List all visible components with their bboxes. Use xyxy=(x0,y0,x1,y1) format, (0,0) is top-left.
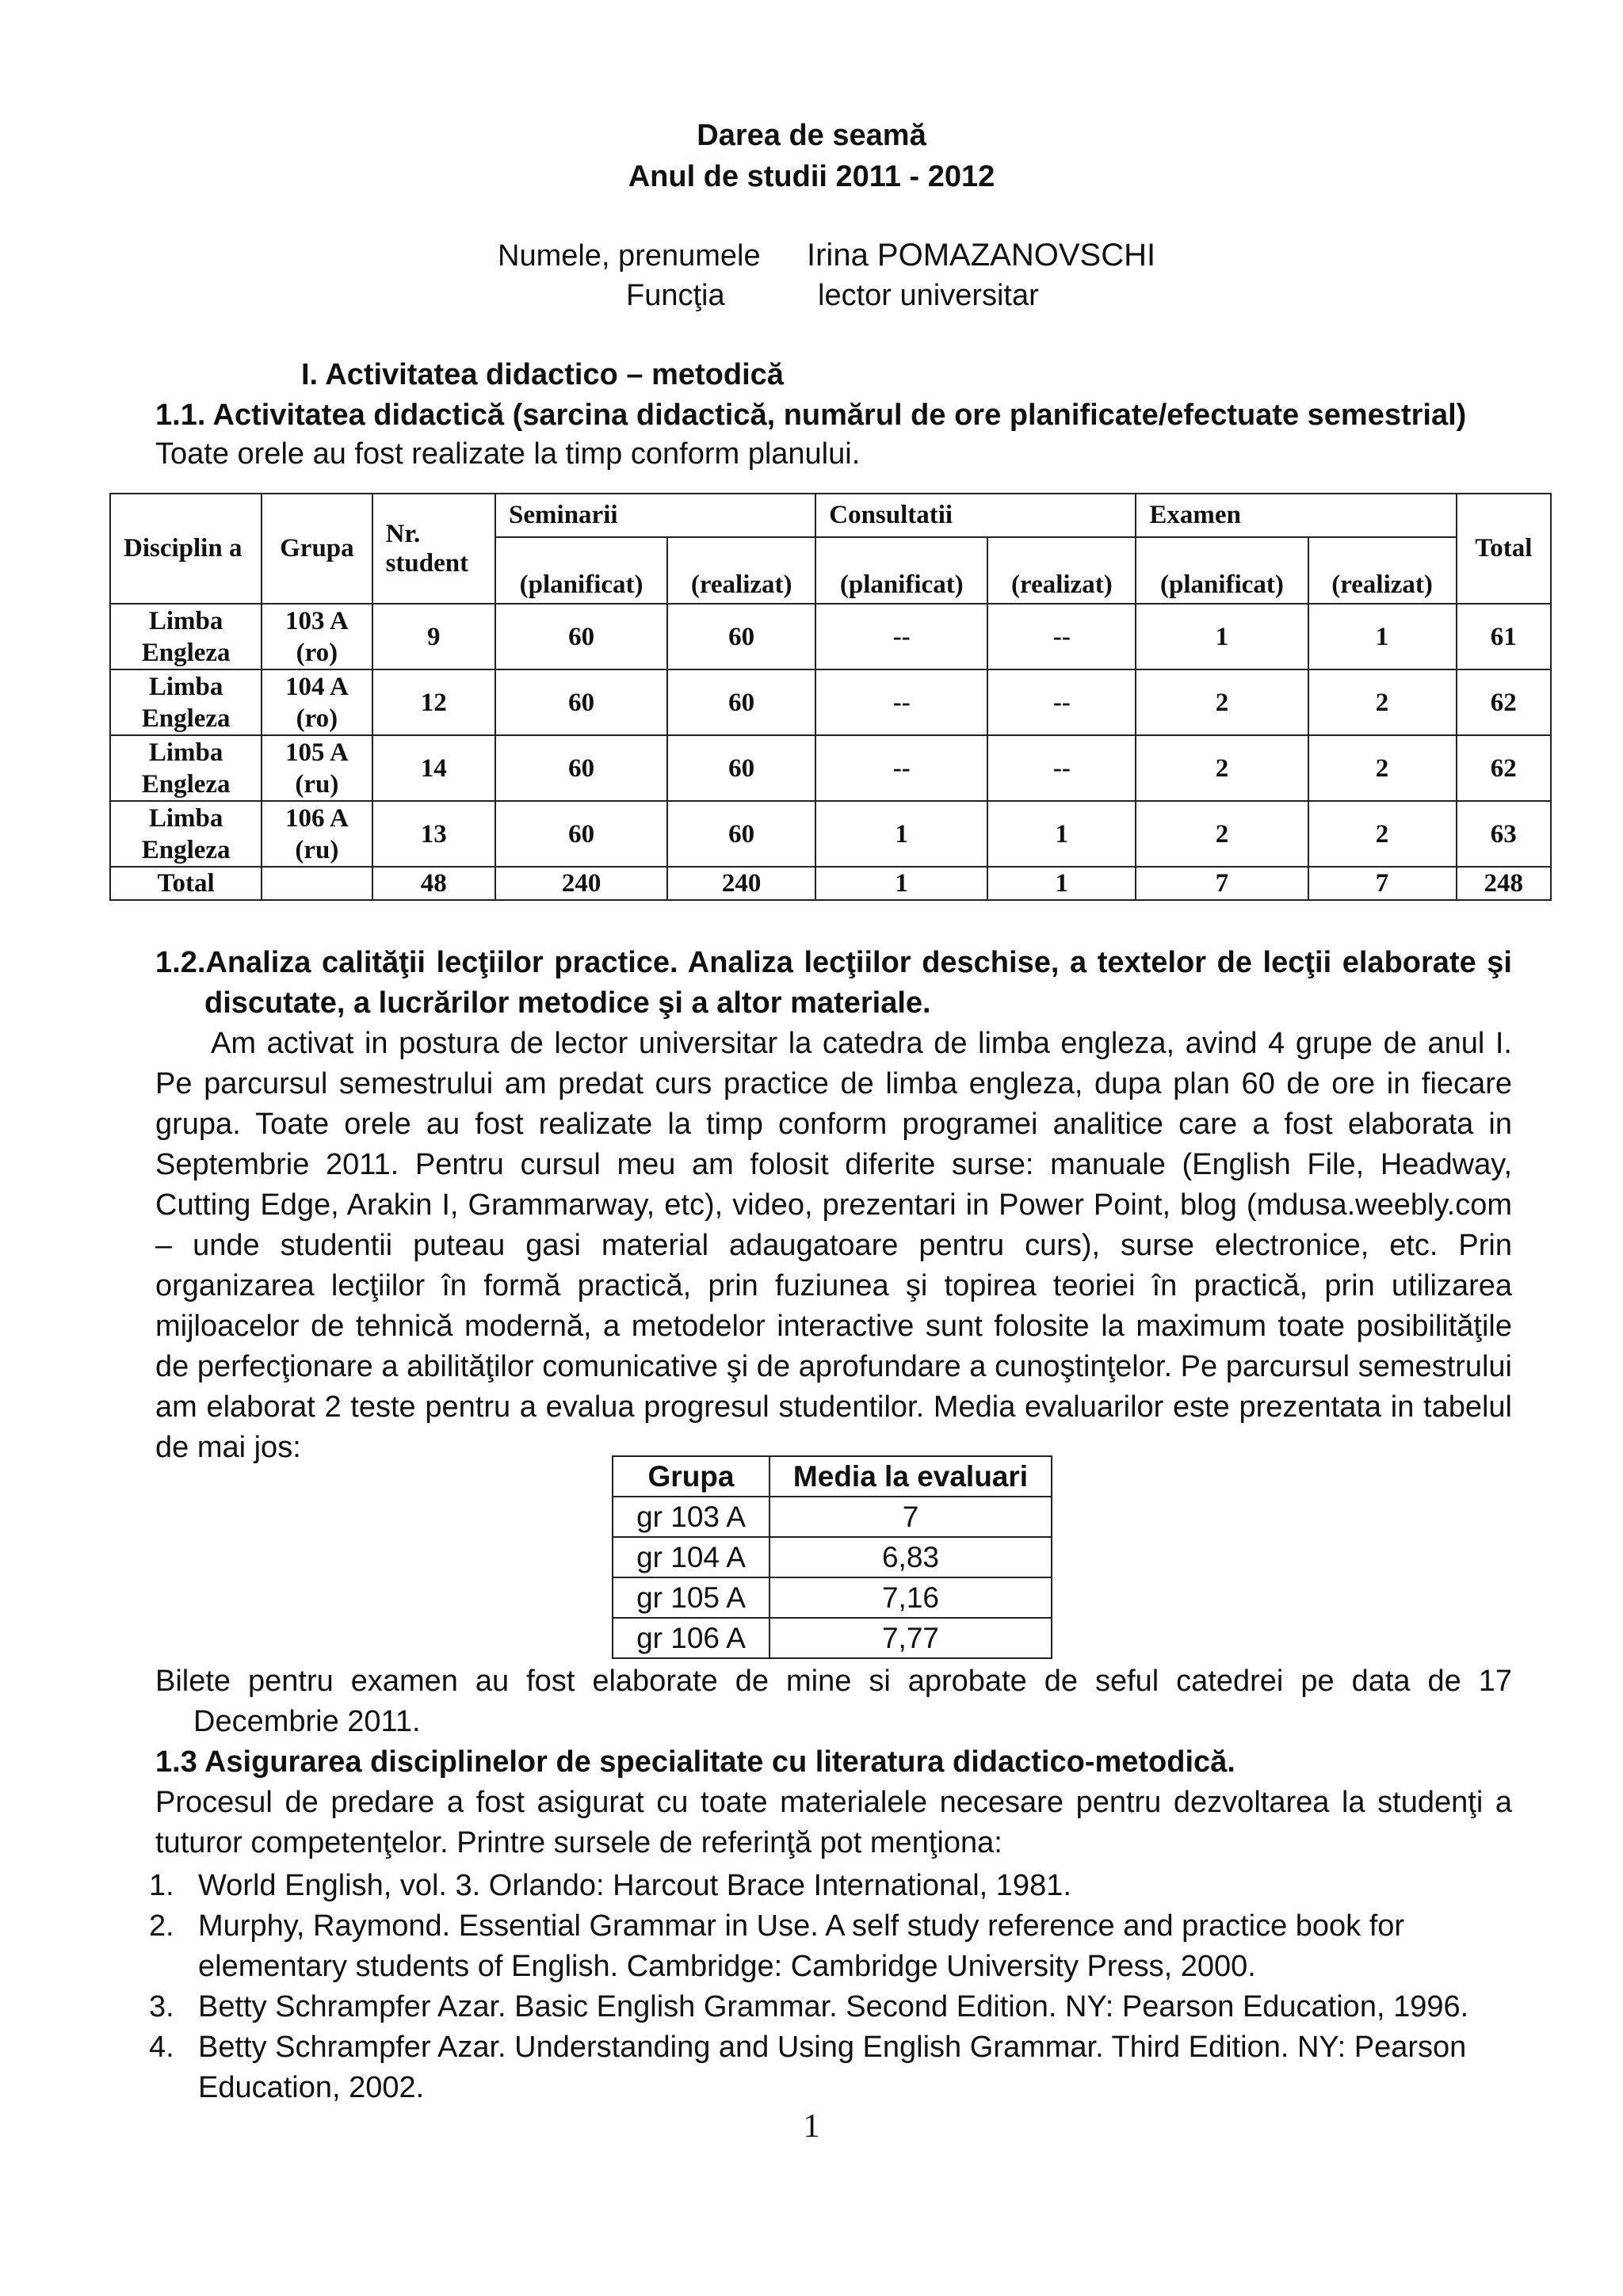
sub-header-sem-realizat: (realizat) xyxy=(667,537,815,604)
cell-ex-p: 2 xyxy=(1136,669,1308,735)
cell-con-r: 1 xyxy=(987,801,1136,867)
eval-cell-media: 7,16 xyxy=(769,1577,1052,1618)
table-row xyxy=(613,1537,1052,1577)
cell-disciplina: Limba Engleza xyxy=(110,735,262,801)
table-row xyxy=(613,1497,1052,1537)
table-row xyxy=(110,735,1551,801)
cell-total-con-r: 1 xyxy=(987,867,1136,900)
cell-disciplina: Limba Engleza xyxy=(110,669,262,735)
reference-text: World English, vol. 3. Orlando: Harcout Brace International, 1981. xyxy=(198,1869,1071,1902)
list-item xyxy=(149,1866,1514,1906)
evaluation-table xyxy=(612,1455,1052,1659)
cell-ex-p: 1 xyxy=(1136,604,1308,669)
col-header-examen: Examen xyxy=(1136,494,1456,537)
role-value: lector universitar xyxy=(818,279,1039,312)
cell-sem-r: 60 xyxy=(667,735,815,801)
list-item xyxy=(149,1987,1514,2027)
cell-con-r: -- xyxy=(987,735,1136,801)
cell-grupa: 106 A (ru) xyxy=(262,801,372,867)
reference-number: 1. xyxy=(149,1869,174,1902)
eval-header-row xyxy=(613,1456,1052,1497)
page-number: 1 xyxy=(803,2108,820,2145)
col-header-total: Total xyxy=(1457,494,1551,604)
cell-total-sem-p: 240 xyxy=(495,867,667,900)
cell-con-r: -- xyxy=(987,604,1136,669)
cell-ex-r: 2 xyxy=(1308,735,1457,801)
list-item xyxy=(149,2027,1514,2108)
col-header-consultatii: Consultatii xyxy=(815,494,1136,537)
cell-nr: 12 xyxy=(372,669,495,735)
eval-cell-grupa: gr 105 A xyxy=(613,1577,769,1618)
document-title: Darea de seamă xyxy=(697,119,926,152)
cell-con-p: -- xyxy=(815,669,987,735)
col-header-nr-student: Nr. student xyxy=(372,494,495,604)
role-label: Funcţia xyxy=(626,279,725,312)
name-value: Irina POMAZANOVSCHI xyxy=(807,238,1156,273)
reference-text: Murphy, Raymond. Essential Grammar in Use. A self study reference and practice book for elementary students of English. Cambridge: Cambridge University Press, 2000. xyxy=(198,1909,1405,1983)
section-1-2-paragraph: Am activat in postura de lector universitar la catedra de limba engleza, avind 4 grupe de anul I. Pe parcursul semestrului am predat curs practice de limba engleza, dupa plan 60 de ore in fiecare grupa. Toate orele au fost realizate la timp conform programei analitice care a fost elaborata in Septembrie 2011. Pentru cursul meu am folosit diferite surse: manuale (English File, Headway, Cutting Edge, Arakin I, Grammarway, etc), video, prezentari in Power Point, blog (mdusa.weebly.com – unde studentii puteau gasi material adaugatoare pentru curs), surse electronice, etc. Prin organizarea lecţiilor în formă practică, prin fuziunea şi topirea teoriei în practică, prin utilizarea mijloacelor de tehnică modernă, a metodelor interactive sunt folosite la maximum toate posibilităţile de perfecţionare a abilităţilor comunicative şi de aprofundare a cunoştinţelor. Pe parcursul semestrului am elaborat 2 teste pentru a evalua progresul studentilor. Media evaluarilor este prezentata in tabelul de mai jos: xyxy=(155,1027,1512,1464)
cell-nr: 9 xyxy=(372,604,495,669)
section-1-title: I. Activitatea didactico – metodică xyxy=(301,358,784,391)
cell-total: 61 xyxy=(1457,604,1551,669)
cell-total: 62 xyxy=(1457,669,1551,735)
reference-list xyxy=(149,1866,1514,2108)
cell-ex-p: 2 xyxy=(1136,735,1308,801)
eval-header-grupa: Grupa xyxy=(613,1456,769,1497)
list-item xyxy=(149,1906,1514,1987)
eval-cell-grupa: gr 104 A xyxy=(613,1537,769,1577)
cell-disciplina: Limba Engleza xyxy=(110,801,262,867)
sub-header-con-realizat: (realizat) xyxy=(987,537,1136,604)
name-label: Numele, prenumele xyxy=(498,239,761,273)
cell-con-p: -- xyxy=(815,735,987,801)
cell-total-sem-r: 240 xyxy=(667,867,815,900)
document-subtitle: Anul de studii 2011 - 2012 xyxy=(628,160,995,193)
cell-con-r: -- xyxy=(987,669,1136,735)
col-header-seminarii: Seminarii xyxy=(495,494,815,537)
cell-nr: 13 xyxy=(372,801,495,867)
sub-header-con-planificat: (planificat) xyxy=(815,537,987,604)
table-row xyxy=(613,1577,1052,1618)
table-row xyxy=(613,1618,1052,1658)
section-1-2-title-line2: discutate, a lucrărilor metodice şi a altor materiale. xyxy=(204,986,931,1020)
cell-sem-r: 60 xyxy=(667,801,815,867)
cell-grupa: 104 A (ro) xyxy=(262,669,372,735)
cell-total-label: Total xyxy=(110,867,262,900)
cell-sem-p: 60 xyxy=(495,604,667,669)
cell-total-con-p: 1 xyxy=(815,867,987,900)
sub-header-ex-realizat: (realizat) xyxy=(1308,537,1457,604)
cell-sem-p: 60 xyxy=(495,735,667,801)
eval-cell-media: 6,83 xyxy=(769,1537,1052,1577)
cell-sem-p: 60 xyxy=(495,669,667,735)
cell-total: 62 xyxy=(1457,735,1551,801)
section-1-2-title-line1: 1.2.Analiza calităţii lecţiilor practice. Analiza lecţiilor deschise, a textelor de lecţii elaborate şi xyxy=(155,946,1512,979)
exam-text-line2: Decembrie 2011. xyxy=(193,1705,421,1738)
cell-total-grupa xyxy=(262,867,372,900)
cell-ex-r: 2 xyxy=(1308,801,1457,867)
activity-table xyxy=(109,493,1552,901)
cell-grupa: 103 A (ro) xyxy=(262,604,372,669)
cell-ex-r: 1 xyxy=(1308,604,1457,669)
cell-ex-r: 2 xyxy=(1308,669,1457,735)
cell-con-p: 1 xyxy=(815,801,987,867)
sub-header-ex-planificat: (planificat) xyxy=(1136,537,1308,604)
cell-con-p: -- xyxy=(815,604,987,669)
col-header-disciplina: Disciplin a xyxy=(110,494,262,604)
eval-cell-media: 7,77 xyxy=(769,1618,1052,1658)
cell-disciplina: Limba Engleza xyxy=(110,604,262,669)
sub-header-sem-planificat: (planificat) xyxy=(495,537,667,604)
exam-text-line1: Bilete pentru examen au fost elaborate de mine si aprobate de seful catedrei pe data de 17 xyxy=(155,1665,1512,1698)
cell-total: 63 xyxy=(1457,801,1551,867)
eval-header-media: Media la evaluari xyxy=(769,1456,1052,1497)
table-total-row xyxy=(110,867,1551,900)
section-1-3-title: 1.3 Asigurarea disciplinelor de specialitate cu literatura didactico-metodică. xyxy=(155,1745,1235,1779)
col-header-grupa: Grupa xyxy=(262,494,372,604)
reference-text: Betty Schrampfer Azar. Basic English Grammar. Second Edition. NY: Pearson Education, 1996. xyxy=(198,1990,1469,2023)
cell-grupa: 105 A (ru) xyxy=(262,735,372,801)
cell-sem-r: 60 xyxy=(667,669,815,735)
section-1-1-text: Toate orele au fost realizate la timp conform planului. xyxy=(155,437,861,471)
table-row xyxy=(110,669,1551,735)
table-row xyxy=(110,801,1551,867)
cell-total-ex-r: 7 xyxy=(1308,867,1457,900)
cell-total-total: 248 xyxy=(1457,867,1551,900)
section-1-1-title: 1.1. Activitatea didactică (sarcina didactică, numărul de ore planificate/efectuate semestrial) xyxy=(155,399,1467,432)
reference-number: 4. xyxy=(149,2031,174,2064)
reference-number: 3. xyxy=(149,1990,174,2023)
cell-sem-p: 60 xyxy=(495,801,667,867)
reference-number: 2. xyxy=(149,1909,174,1943)
cell-ex-p: 2 xyxy=(1136,801,1308,867)
eval-cell-media: 7 xyxy=(769,1497,1052,1537)
eval-cell-grupa: gr 103 A xyxy=(613,1497,769,1537)
section-1-3-paragraph: Procesul de predare a fost asigurat cu toate materialele necesare pentru dezvoltarea la studenţi a tuturor competenţelor. Printre sursele de referinţă pot menţiona: xyxy=(155,1786,1512,1859)
table-row xyxy=(110,604,1551,669)
eval-cell-grupa: gr 106 A xyxy=(613,1618,769,1658)
cell-total-nr: 48 xyxy=(372,867,495,900)
reference-text: Betty Schrampfer Azar. Understanding and Using English Grammar. Third Edition. NY: Pearson Education, 2002. xyxy=(198,2031,1467,2104)
cell-nr: 14 xyxy=(372,735,495,801)
cell-total-ex-p: 7 xyxy=(1136,867,1308,900)
cell-sem-r: 60 xyxy=(667,604,815,669)
